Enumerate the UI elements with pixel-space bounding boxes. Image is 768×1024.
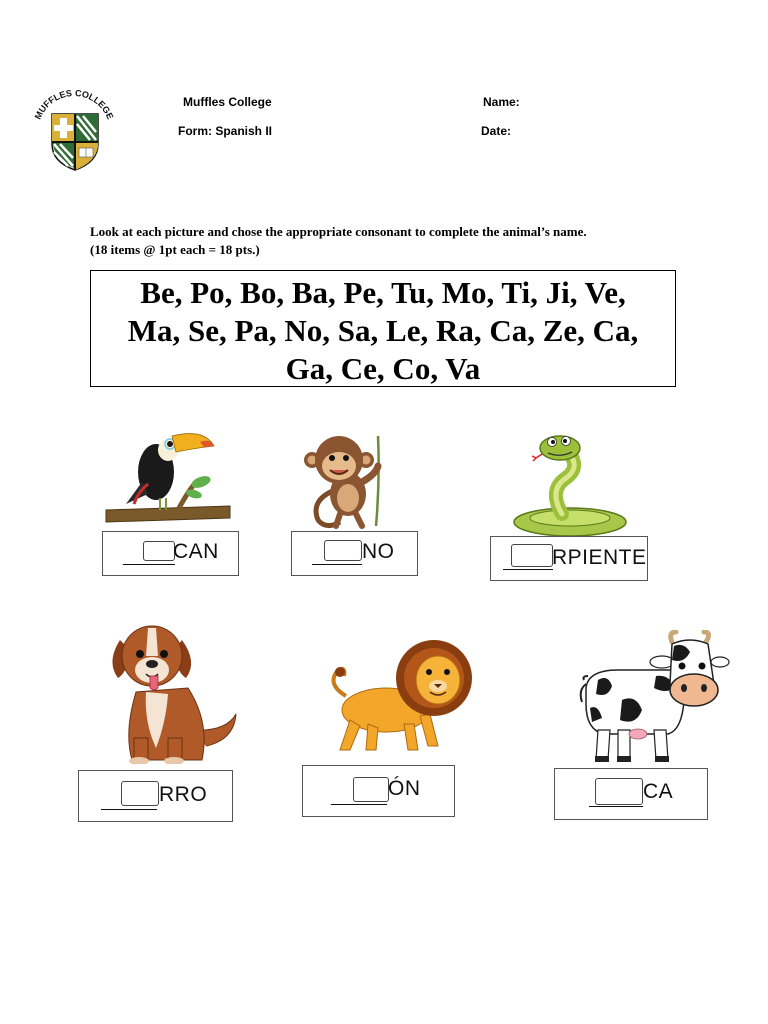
blank-cow[interactable] xyxy=(595,778,643,805)
school-logo xyxy=(28,86,120,178)
date-label: Date: xyxy=(481,124,512,138)
school-name: Muffles College xyxy=(183,95,272,109)
blank-snake[interactable] xyxy=(511,544,553,567)
blank-monkey[interactable] xyxy=(324,540,362,561)
answer-box-toucan xyxy=(102,531,239,576)
instructions-line-2: (18 items @ 1pt each = 18 pts.) xyxy=(90,242,260,257)
answer-box-snake xyxy=(490,536,648,581)
lion-image xyxy=(316,636,478,756)
suffix-monkey: NO xyxy=(362,540,395,563)
toucan-image xyxy=(104,420,234,526)
suffix-cow: CA xyxy=(643,780,674,803)
word-bank-line-3: Ga, Ce, Co, Va xyxy=(285,351,481,386)
blank-dog[interactable] xyxy=(121,781,159,806)
word-bank xyxy=(90,270,676,387)
form-label: Form: Spanish II xyxy=(178,124,273,138)
answer-box-dog xyxy=(78,770,233,822)
suffix-snake: RPIENTE xyxy=(552,546,647,569)
snake-image xyxy=(508,430,633,538)
answer-box-monkey xyxy=(291,531,418,576)
blank-lion[interactable] xyxy=(353,777,389,802)
name-label: Name: xyxy=(483,95,520,109)
logo-text: MUFFLES COLLEGE xyxy=(32,87,116,121)
cow-image xyxy=(578,630,730,768)
suffix-toucan: CAN xyxy=(173,540,219,563)
word-bank-line-1: Be, Po, Bo, Ba, Pe, Tu, Mo, Ti, Ji, Ve, xyxy=(140,275,626,310)
blank-toucan[interactable] xyxy=(143,541,175,561)
answer-box-cow xyxy=(554,768,708,820)
suffix-dog: RRO xyxy=(159,783,208,806)
answer-box-lion xyxy=(302,765,455,817)
instructions-line-1: Look at each picture and chose the appropriate consonant to complete the animal’s name. xyxy=(90,224,587,239)
dog-image xyxy=(106,622,240,764)
word-bank-line-2: Ma, Se, Pa, No, Sa, Le, Ra, Ca, Ze, Ca, xyxy=(127,313,639,348)
suffix-lion: ÓN xyxy=(388,777,421,800)
monkey-image xyxy=(300,430,395,530)
